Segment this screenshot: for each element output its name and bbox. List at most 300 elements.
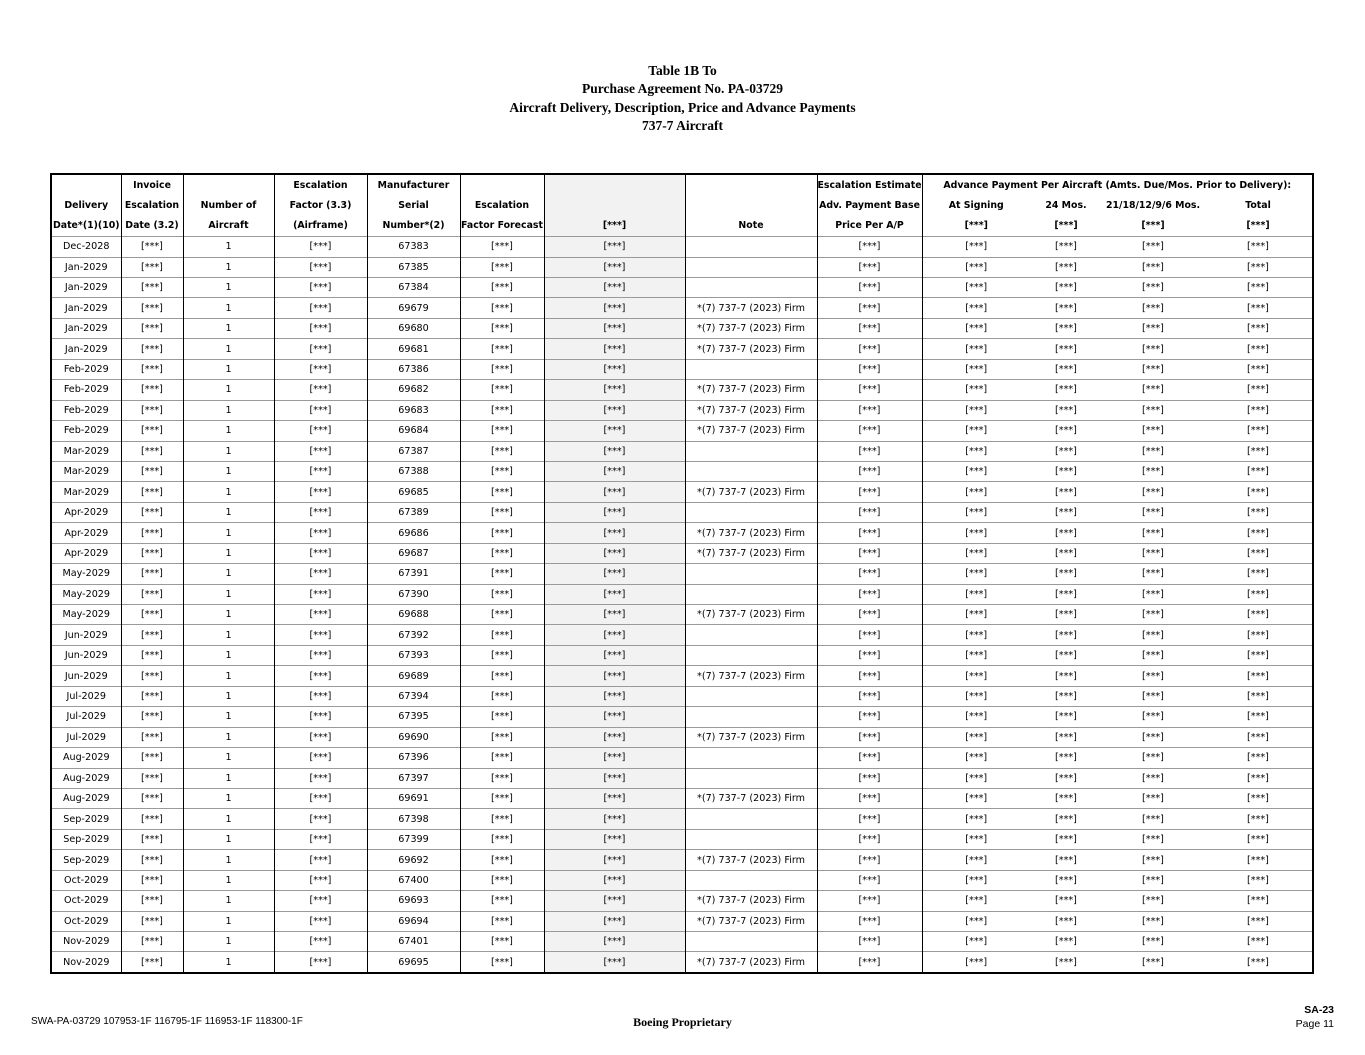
- cell-note: *(7) 737-7 (2023) Firm: [685, 952, 817, 973]
- table-row: [51, 768, 1313, 788]
- cell-aircraft-count: 1: [183, 645, 274, 665]
- cell-invoice-date: [***]: [121, 850, 183, 870]
- cell-forecast: [***]: [460, 952, 544, 973]
- table-row: [51, 318, 1313, 338]
- cell-estimate: [***]: [817, 400, 922, 420]
- cell-mos-multi: [***]: [1102, 707, 1204, 727]
- title-line-3: Aircraft Delivery, Description, Price and Advance Payments: [509, 99, 856, 115]
- cell-mos-multi: [***]: [1102, 788, 1204, 808]
- cell-mos-24: [***]: [1030, 564, 1102, 584]
- cell-forecast: [***]: [460, 278, 544, 298]
- cell-delivery-date: Jun-2029: [51, 666, 121, 686]
- cell-mos-multi: [***]: [1102, 625, 1204, 645]
- cell-at-signing: [***]: [922, 441, 1030, 461]
- cell-forecast: [***]: [460, 625, 544, 645]
- cell-redacted: [***]: [544, 727, 685, 747]
- table-row: [51, 278, 1313, 298]
- cell-note: *(7) 737-7 (2023) Firm: [685, 788, 817, 808]
- cell-serial-number: 69690: [367, 727, 460, 747]
- cell-total: [***]: [1204, 584, 1313, 604]
- cell-escalation-factor: [***]: [274, 932, 367, 952]
- cell-aircraft-count: 1: [183, 441, 274, 461]
- cell-serial-number: 69682: [367, 380, 460, 400]
- cell-forecast: [***]: [460, 564, 544, 584]
- header-number-3: Aircraft: [183, 216, 274, 237]
- cell-aircraft-count: 1: [183, 788, 274, 808]
- cell-escalation-factor: [***]: [274, 686, 367, 706]
- title-line-1: Table 1B To: [648, 63, 717, 78]
- cell-total: [***]: [1204, 829, 1313, 849]
- cell-at-signing: [***]: [922, 625, 1030, 645]
- cell-escalation-factor: [***]: [274, 605, 367, 625]
- table-row: [51, 564, 1313, 584]
- cell-note: *(7) 737-7 (2023) Firm: [685, 400, 817, 420]
- cell-invoice-date: [***]: [121, 707, 183, 727]
- cell-mos-24: [***]: [1030, 421, 1102, 441]
- cell-serial-number: 69685: [367, 482, 460, 502]
- cell-serial-number: 67389: [367, 502, 460, 522]
- cell-redacted: [***]: [544, 829, 685, 849]
- cell-aircraft-count: 1: [183, 829, 274, 849]
- cell-forecast: [***]: [460, 441, 544, 461]
- cell-delivery-date: Aug-2029: [51, 788, 121, 808]
- cell-invoice-date: [***]: [121, 891, 183, 911]
- cell-forecast: [***]: [460, 359, 544, 379]
- cell-invoice-date: [***]: [121, 625, 183, 645]
- cell-estimate: [***]: [817, 461, 922, 481]
- cell-total: [***]: [1204, 686, 1313, 706]
- cell-aircraft-count: 1: [183, 298, 274, 318]
- header-redacted-3: [***]: [544, 216, 685, 237]
- cell-note: *(7) 737-7 (2023) Firm: [685, 380, 817, 400]
- table-row: [51, 502, 1313, 522]
- cell-delivery-date: Apr-2029: [51, 523, 121, 543]
- table-row: [51, 605, 1313, 625]
- header-delivery-1: [51, 174, 121, 195]
- cell-aircraft-count: 1: [183, 543, 274, 563]
- header-redacted-2: [544, 195, 685, 215]
- cell-aircraft-count: 1: [183, 707, 274, 727]
- cell-mos-24: [***]: [1030, 543, 1102, 563]
- cell-at-signing: [***]: [922, 850, 1030, 870]
- cell-at-signing: [***]: [922, 707, 1030, 727]
- cell-mos-24: [***]: [1030, 605, 1102, 625]
- cell-redacted: [***]: [544, 359, 685, 379]
- header-total-amount: [***]: [1246, 220, 1270, 232]
- cell-delivery-date: Feb-2029: [51, 400, 121, 420]
- cell-invoice-date: [***]: [121, 482, 183, 502]
- cell-delivery-date: Jul-2029: [51, 686, 121, 706]
- cell-serial-number: 67384: [367, 278, 460, 298]
- cell-invoice-date: [***]: [121, 257, 183, 277]
- cell-delivery-date: Sep-2029: [51, 809, 121, 829]
- cell-mos-multi: [***]: [1102, 829, 1204, 849]
- cell-at-signing: [***]: [922, 400, 1030, 420]
- cell-mos-multi: [***]: [1102, 298, 1204, 318]
- table-row: [51, 727, 1313, 747]
- cell-serial-number: 69680: [367, 318, 460, 338]
- cell-delivery-date: May-2029: [51, 564, 121, 584]
- cell-escalation-factor: [***]: [274, 748, 367, 768]
- header-delivery-3: Date*(1)(10): [52, 220, 120, 232]
- cell-mos-24: [***]: [1030, 237, 1102, 257]
- cell-serial-number: 69689: [367, 666, 460, 686]
- cell-note: [685, 809, 817, 829]
- cell-estimate: [***]: [817, 932, 922, 952]
- document-title: [0, 62, 1365, 135]
- cell-note: [685, 278, 817, 298]
- cell-redacted: [***]: [544, 788, 685, 808]
- cell-total: [***]: [1204, 278, 1313, 298]
- cell-total: [***]: [1204, 952, 1313, 973]
- cell-estimate: [***]: [817, 809, 922, 829]
- footer-sa: SA-23: [1304, 1004, 1334, 1016]
- cell-at-signing: [***]: [922, 911, 1030, 931]
- cell-serial-number: 69693: [367, 891, 460, 911]
- cell-mos-multi: [***]: [1102, 911, 1204, 931]
- cell-invoice-date: [***]: [121, 278, 183, 298]
- table-row: [51, 339, 1313, 359]
- cell-serial-number: 67400: [367, 870, 460, 890]
- table-row: [51, 686, 1313, 706]
- cell-estimate: [***]: [817, 666, 922, 686]
- table-body: [51, 237, 1313, 973]
- cell-invoice-date: [***]: [121, 768, 183, 788]
- cell-note: [685, 441, 817, 461]
- cell-note: [685, 584, 817, 604]
- cell-mos-multi: [***]: [1102, 523, 1204, 543]
- cell-serial-number: 67399: [367, 829, 460, 849]
- cell-mos-multi: [***]: [1102, 318, 1204, 338]
- header-row-3: [51, 216, 1313, 237]
- header-invoice-2: Escalation: [121, 195, 183, 215]
- cell-mos-multi: [***]: [1102, 421, 1204, 441]
- table-row: [51, 666, 1313, 686]
- cell-at-signing: [***]: [922, 523, 1030, 543]
- cell-serial-number: 67387: [367, 441, 460, 461]
- table-row: [51, 645, 1313, 665]
- cell-forecast: [***]: [460, 605, 544, 625]
- cell-aircraft-count: 1: [183, 237, 274, 257]
- cell-redacted: [***]: [544, 666, 685, 686]
- cell-aircraft-count: 1: [183, 359, 274, 379]
- header-note-1: [685, 174, 817, 195]
- cell-delivery-date: Jun-2029: [51, 645, 121, 665]
- cell-aircraft-count: 1: [183, 809, 274, 829]
- header-delivery-2: Delivery: [64, 200, 109, 212]
- cell-escalation-factor: [***]: [274, 441, 367, 461]
- cell-at-signing: [***]: [922, 564, 1030, 584]
- cell-note: *(7) 737-7 (2023) Firm: [685, 482, 817, 502]
- cell-mos-multi: [***]: [1102, 257, 1204, 277]
- table-row: [51, 237, 1313, 257]
- table-row: [51, 911, 1313, 931]
- cell-escalation-factor: [***]: [274, 768, 367, 788]
- cell-total: [***]: [1204, 298, 1313, 318]
- cell-delivery-date: Oct-2029: [51, 891, 121, 911]
- cell-mos-24: [***]: [1030, 748, 1102, 768]
- header-multi-mos-amount: [***]: [1141, 220, 1165, 232]
- cell-note: *(7) 737-7 (2023) Firm: [685, 911, 817, 931]
- cell-delivery-date: Jan-2029: [51, 257, 121, 277]
- cell-escalation-factor: [***]: [274, 870, 367, 890]
- cell-at-signing: [***]: [922, 543, 1030, 563]
- cell-estimate: [***]: [817, 686, 922, 706]
- cell-invoice-date: [***]: [121, 666, 183, 686]
- cell-mos-24: [***]: [1030, 584, 1102, 604]
- cell-total: [***]: [1204, 339, 1313, 359]
- table-row: [51, 748, 1313, 768]
- cell-mos-multi: [***]: [1102, 891, 1204, 911]
- cell-estimate: [***]: [817, 727, 922, 747]
- cell-total: [***]: [1204, 911, 1313, 931]
- cell-note: *(7) 737-7 (2023) Firm: [685, 605, 817, 625]
- cell-note: [685, 625, 817, 645]
- cell-aircraft-count: 1: [183, 461, 274, 481]
- cell-delivery-date: Sep-2029: [51, 829, 121, 849]
- cell-mos-24: [***]: [1030, 645, 1102, 665]
- cell-forecast: [***]: [460, 523, 544, 543]
- cell-estimate: [***]: [817, 543, 922, 563]
- cell-invoice-date: [***]: [121, 809, 183, 829]
- cell-mos-24: [***]: [1030, 482, 1102, 502]
- cell-serial-number: 69691: [367, 788, 460, 808]
- cell-total: [***]: [1204, 359, 1313, 379]
- cell-invoice-date: [***]: [121, 543, 183, 563]
- cell-note: *(7) 737-7 (2023) Firm: [685, 318, 817, 338]
- header-note-2: [685, 195, 817, 215]
- cell-forecast: [***]: [460, 380, 544, 400]
- cell-aircraft-count: 1: [183, 605, 274, 625]
- cell-mos-24: [***]: [1030, 911, 1102, 931]
- cell-invoice-date: [***]: [121, 400, 183, 420]
- cell-redacted: [***]: [544, 421, 685, 441]
- cell-delivery-date: Apr-2029: [51, 543, 121, 563]
- cell-estimate: [***]: [817, 257, 922, 277]
- cell-mos-multi: [***]: [1102, 278, 1204, 298]
- cell-at-signing: [***]: [922, 298, 1030, 318]
- cell-forecast: [***]: [460, 237, 544, 257]
- cell-invoice-date: [***]: [121, 421, 183, 441]
- cell-delivery-date: Mar-2029: [51, 441, 121, 461]
- cell-note: *(7) 737-7 (2023) Firm: [685, 523, 817, 543]
- table-row: [51, 543, 1313, 563]
- cell-estimate: [***]: [817, 237, 922, 257]
- cell-estimate: [***]: [817, 359, 922, 379]
- cell-aircraft-count: 1: [183, 502, 274, 522]
- table-row: [51, 400, 1313, 420]
- cell-delivery-date: Jan-2029: [51, 318, 121, 338]
- cell-at-signing: [***]: [922, 605, 1030, 625]
- cell-forecast: [***]: [460, 461, 544, 481]
- cell-forecast: [***]: [460, 645, 544, 665]
- cell-at-signing: [***]: [922, 809, 1030, 829]
- cell-forecast: [***]: [460, 666, 544, 686]
- cell-at-signing: [***]: [922, 788, 1030, 808]
- cell-mos-24: [***]: [1030, 257, 1102, 277]
- cell-forecast: [***]: [460, 482, 544, 502]
- cell-serial-number: 67388: [367, 461, 460, 481]
- cell-total: [***]: [1204, 850, 1313, 870]
- cell-delivery-date: Sep-2029: [51, 850, 121, 870]
- cell-total: [***]: [1204, 380, 1313, 400]
- cell-redacted: [***]: [544, 645, 685, 665]
- cell-forecast: [***]: [460, 707, 544, 727]
- cell-at-signing: [***]: [922, 461, 1030, 481]
- cell-invoice-date: [***]: [121, 564, 183, 584]
- cell-mos-multi: [***]: [1102, 727, 1204, 747]
- cell-mos-multi: [***]: [1102, 461, 1204, 481]
- cell-aircraft-count: 1: [183, 421, 274, 441]
- cell-at-signing: [***]: [922, 359, 1030, 379]
- cell-aircraft-count: 1: [183, 400, 274, 420]
- cell-delivery-date: Jun-2029: [51, 625, 121, 645]
- cell-total: [***]: [1204, 421, 1313, 441]
- header-estimate-3: Price Per A/P: [817, 216, 922, 237]
- cell-escalation-factor: [***]: [274, 584, 367, 604]
- cell-estimate: [***]: [817, 707, 922, 727]
- cell-redacted: [***]: [544, 932, 685, 952]
- cell-delivery-date: Apr-2029: [51, 502, 121, 522]
- cell-aircraft-count: 1: [183, 318, 274, 338]
- delivery-table: [50, 173, 1314, 974]
- header-24-mos-amount: [***]: [1054, 220, 1078, 232]
- cell-delivery-date: Jan-2029: [51, 298, 121, 318]
- cell-redacted: [***]: [544, 543, 685, 563]
- cell-escalation-factor: [***]: [274, 809, 367, 829]
- cell-note: *(7) 737-7 (2023) Firm: [685, 339, 817, 359]
- cell-estimate: [***]: [817, 339, 922, 359]
- cell-serial-number: 69688: [367, 605, 460, 625]
- cell-forecast: [***]: [460, 891, 544, 911]
- cell-note: *(7) 737-7 (2023) Firm: [685, 298, 817, 318]
- cell-estimate: [***]: [817, 625, 922, 645]
- cell-mos-24: [***]: [1030, 891, 1102, 911]
- cell-mos-24: [***]: [1030, 278, 1102, 298]
- cell-mos-24: [***]: [1030, 318, 1102, 338]
- cell-aircraft-count: 1: [183, 625, 274, 645]
- table-row: [51, 809, 1313, 829]
- cell-redacted: [***]: [544, 482, 685, 502]
- cell-total: [***]: [1204, 523, 1313, 543]
- cell-total: [***]: [1204, 543, 1313, 563]
- cell-mos-multi: [***]: [1102, 441, 1204, 461]
- cell-redacted: [***]: [544, 891, 685, 911]
- cell-invoice-date: [***]: [121, 584, 183, 604]
- cell-total: [***]: [1204, 605, 1313, 625]
- cell-estimate: [***]: [817, 870, 922, 890]
- cell-redacted: [***]: [544, 911, 685, 931]
- cell-invoice-date: [***]: [121, 359, 183, 379]
- cell-estimate: [***]: [817, 768, 922, 788]
- cell-delivery-date: May-2029: [51, 605, 121, 625]
- cell-invoice-date: [***]: [121, 932, 183, 952]
- header-esc-factor-1: Escalation: [274, 174, 367, 195]
- header-total: Total: [1245, 200, 1271, 212]
- cell-serial-number: 69686: [367, 523, 460, 543]
- cell-redacted: [***]: [544, 461, 685, 481]
- table-row: [51, 707, 1313, 727]
- table-row: [51, 359, 1313, 379]
- cell-forecast: [***]: [460, 850, 544, 870]
- cell-mos-24: [***]: [1030, 870, 1102, 890]
- cell-aircraft-count: 1: [183, 278, 274, 298]
- footer-page-info: [1296, 1003, 1334, 1031]
- cell-redacted: [***]: [544, 870, 685, 890]
- cell-escalation-factor: [***]: [274, 564, 367, 584]
- cell-total: [***]: [1204, 482, 1313, 502]
- cell-escalation-factor: [***]: [274, 911, 367, 931]
- cell-note: [685, 707, 817, 727]
- cell-mos-multi: [***]: [1102, 543, 1204, 563]
- cell-escalation-factor: [***]: [274, 339, 367, 359]
- cell-mos-24: [***]: [1030, 441, 1102, 461]
- cell-at-signing: [***]: [922, 237, 1030, 257]
- cell-at-signing: [***]: [922, 421, 1030, 441]
- cell-serial-number: 67385: [367, 257, 460, 277]
- cell-mos-24: [***]: [1030, 809, 1102, 829]
- cell-total: [***]: [1204, 400, 1313, 420]
- cell-escalation-factor: [***]: [274, 891, 367, 911]
- cell-mos-24: [***]: [1030, 400, 1102, 420]
- cell-delivery-date: Jul-2029: [51, 727, 121, 747]
- cell-escalation-factor: [***]: [274, 625, 367, 645]
- cell-aircraft-count: 1: [183, 891, 274, 911]
- cell-mos-multi: [***]: [1102, 359, 1204, 379]
- cell-note: [685, 870, 817, 890]
- cell-mos-multi: [***]: [1102, 380, 1204, 400]
- header-serial-3: Number*(2): [367, 216, 460, 237]
- header-advance-title: Advance Payment Per Aircraft (Amts. Due/Mos. Prior to Delivery):: [922, 174, 1313, 195]
- footer-document-ref: SWA-PA-03729 107953-1F 116795-1F 116953-1F 118300-1F: [31, 1016, 303, 1027]
- cell-serial-number: 67383: [367, 237, 460, 257]
- cell-estimate: [***]: [817, 502, 922, 522]
- cell-serial-number: 69684: [367, 421, 460, 441]
- cell-forecast: [***]: [460, 339, 544, 359]
- cell-note: *(7) 737-7 (2023) Firm: [685, 543, 817, 563]
- cell-total: [***]: [1204, 441, 1313, 461]
- cell-serial-number: 67393: [367, 645, 460, 665]
- cell-delivery-date: Mar-2029: [51, 482, 121, 502]
- cell-mos-multi: [***]: [1102, 666, 1204, 686]
- cell-mos-multi: [***]: [1102, 339, 1204, 359]
- cell-delivery-date: Jan-2029: [51, 339, 121, 359]
- cell-estimate: [***]: [817, 278, 922, 298]
- cell-mos-24: [***]: [1030, 829, 1102, 849]
- cell-note: [685, 359, 817, 379]
- cell-total: [***]: [1204, 788, 1313, 808]
- cell-delivery-date: Oct-2029: [51, 911, 121, 931]
- cell-estimate: [***]: [817, 523, 922, 543]
- cell-invoice-date: [***]: [121, 380, 183, 400]
- cell-redacted: [***]: [544, 625, 685, 645]
- cell-delivery-date: Aug-2029: [51, 748, 121, 768]
- cell-redacted: [***]: [544, 380, 685, 400]
- cell-invoice-date: [***]: [121, 727, 183, 747]
- cell-serial-number: 67394: [367, 686, 460, 706]
- cell-note: [685, 645, 817, 665]
- cell-forecast: [***]: [460, 318, 544, 338]
- cell-total: [***]: [1204, 727, 1313, 747]
- header-redacted-1: [544, 174, 685, 195]
- cell-total: [***]: [1204, 461, 1313, 481]
- cell-invoice-date: [***]: [121, 748, 183, 768]
- header-estimate-2: Adv. Payment Base: [817, 195, 922, 215]
- cell-serial-number: 67395: [367, 707, 460, 727]
- cell-forecast: [***]: [460, 257, 544, 277]
- cell-aircraft-count: 1: [183, 482, 274, 502]
- cell-forecast: [***]: [460, 421, 544, 441]
